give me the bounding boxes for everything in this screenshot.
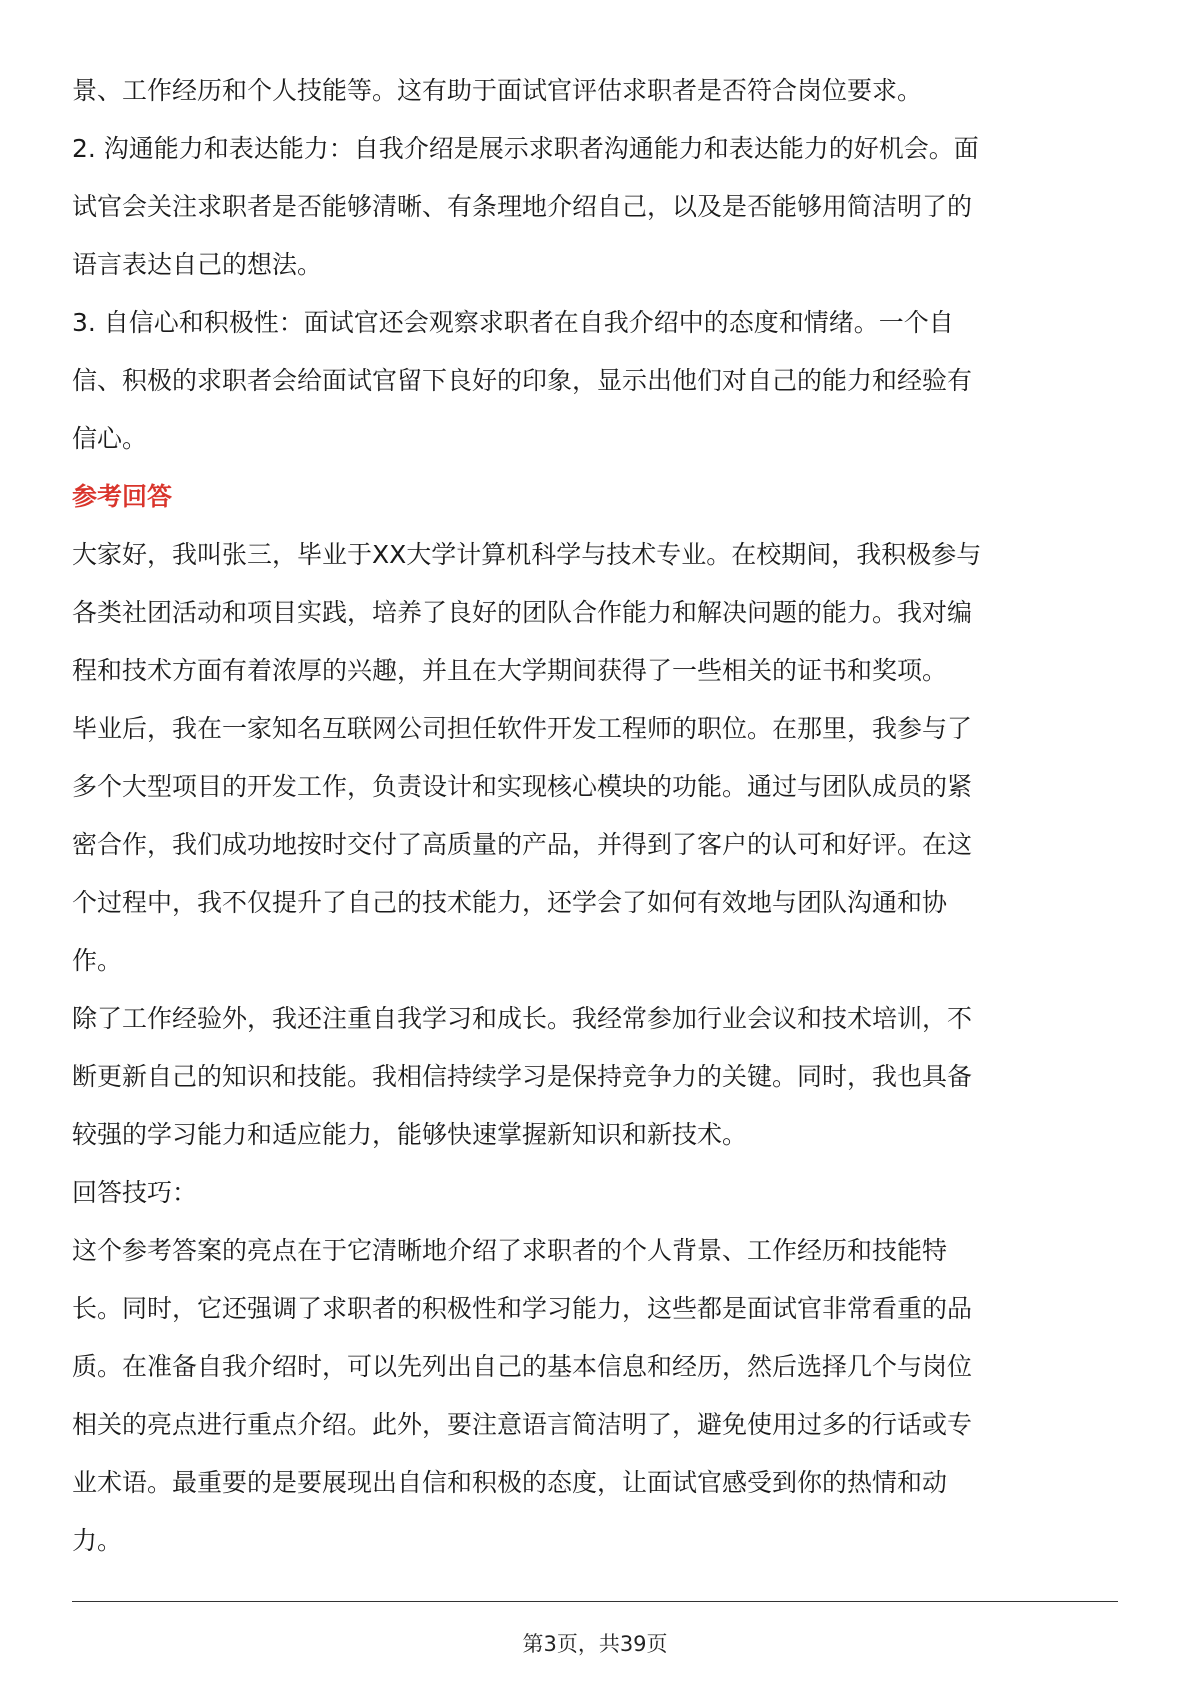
answer-line: 程和技术方面有着浓厚的兴趣，并且在大学期间获得了一些相关的证书和奖项。 xyxy=(72,656,948,685)
answer-line: 长。同时，它还强调了求职者的积极性和学习能力，这些都是面试官非常看重的品 xyxy=(72,1294,973,1323)
answer-line: 个过程中，我不仅提升了自己的技术能力，还学会了如何有效地与团队沟通和协 xyxy=(72,888,948,917)
section-heading: 参考回答 xyxy=(72,482,173,511)
answer-line: 大家好，我叫张三，毕业于XX大学计算机科学与技术专业。在校期间，我积极参与 xyxy=(72,540,982,569)
answer-line: 回答技巧： xyxy=(72,1178,198,1207)
text-line: 景、工作经历和个人技能等。这有助于面试官评估求职者是否符合岗位要求。 xyxy=(72,76,923,105)
text-line: 2. 沟通能力和表达能力：自我介绍是展示求职者沟通能力和表达能力的好机会。面 xyxy=(72,134,979,163)
page-body xyxy=(72,62,1118,1570)
answer-line: 多个大型项目的开发工作，负责设计和实现核心模块的功能。通过与团队成员的紧 xyxy=(72,772,973,801)
answer-line: 毕业后，我在一家知名互联网公司担任软件开发工程师的职位。在那里，我参与了 xyxy=(72,714,973,743)
answer-line: 断更新自己的知识和技能。我相信持续学习是保持竞争力的关键。同时，我也具备 xyxy=(72,1062,973,1091)
text-line: 3. 自信心和积极性：面试官还会观察求职者在自我介绍中的态度和情绪。一个自 xyxy=(72,308,954,337)
answer-line: 密合作，我们成功地按时交付了高质量的产品，并得到了客户的认可和好评。在这 xyxy=(72,830,973,859)
answer-line: 业术语。最重要的是要展现出自信和积极的态度，让面试官感受到你的热情和动 xyxy=(72,1468,948,1497)
text-line: 语言表达自己的想法。 xyxy=(72,250,323,279)
answer-line: 除了工作经验外，我还注重自我学习和成长。我经常参加行业会议和技术培训，不 xyxy=(72,1004,973,1033)
answer-line: 各类社团活动和项目实践，培养了良好的团队合作能力和解决问题的能力。我对编 xyxy=(72,598,973,627)
text-line: 试官会关注求职者是否能够清晰、有条理地介绍自己，以及是否能够用简洁明了的 xyxy=(72,192,973,221)
answer-line: 较强的学习能力和适应能力，能够快速掌握新知识和新技术。 xyxy=(72,1120,748,1149)
answer-line: 这个参考答案的亮点在于它清晰地介绍了求职者的个人背景、工作经历和技能特 xyxy=(72,1236,948,1265)
page-number: 第3页，共39页 xyxy=(522,1632,668,1656)
answer-line: 相关的亮点进行重点介绍。此外，要注意语言简洁明了，避免使用过多的行话或专 xyxy=(72,1410,973,1439)
footer-divider xyxy=(72,1601,1118,1602)
answer-line: 作。 xyxy=(72,946,123,975)
answer-line: 质。在准备自我介绍时，可以先列出自己的基本信息和经历，然后选择几个与岗位 xyxy=(72,1352,973,1381)
text-line: 信心。 xyxy=(72,424,148,453)
text-line: 信、积极的求职者会给面试官留下良好的印象，显示出他们对自己的能力和经验有 xyxy=(72,366,973,395)
answer-line: 力。 xyxy=(72,1526,123,1555)
